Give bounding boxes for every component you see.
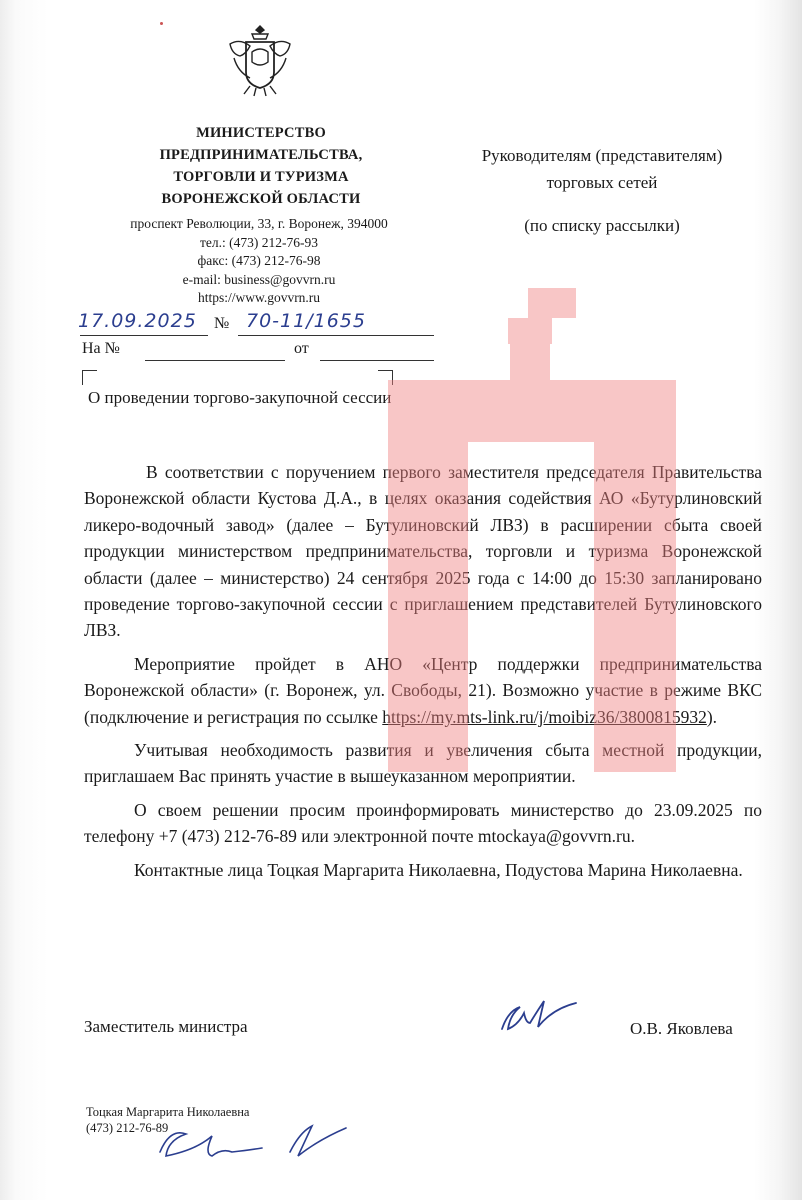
website-text: https://www.govvrn.ru <box>197 290 321 305</box>
reply-number-label: На № <box>82 340 120 357</box>
signatory-title: Заместитель министра <box>84 1017 248 1036</box>
addressee-line2: торговых сетей <box>546 173 658 192</box>
address-text: проспект Революции, 33, г. Воронеж, 394000 <box>130 216 388 231</box>
letter-body <box>84 459 762 890</box>
handwritten-date: 17.09.2025 <box>78 310 197 332</box>
fax-text: факс: (473) 212-76-98 <box>197 253 321 268</box>
number-underline <box>238 335 434 336</box>
ministry-name: МИНИСТЕРСТВО ПРЕДПРИНИМАТЕЛЬСТВА, ТОРГОВЛИ И ТУРИЗМА ВОРОНЕЖСКОЙ ОБЛАСТИ <box>159 125 363 207</box>
coat-of-arms-emblem <box>222 22 298 98</box>
subject-bracket-left <box>82 370 97 385</box>
date-underline <box>80 335 208 336</box>
body-paragraph-2-end: ). <box>706 706 718 727</box>
paper-speck <box>160 22 163 25</box>
signatory-name: О.В. Яковлева <box>630 1019 733 1038</box>
ministry-contacts <box>100 215 418 308</box>
number-label: № <box>214 315 230 332</box>
handwritten-number: 70-11/1655 <box>246 310 366 332</box>
phone-text: тел.: (473) 212-76-93 <box>200 234 318 250</box>
body-paragraph-5: Контактные лица Тоцкая Маргарита Николаевна, Подустова Марина Николаевна. <box>134 859 743 880</box>
executor-name: Тоцкая Маргарита Николаевна <box>86 1105 250 1119</box>
body-paragraph-2-text: Мероприятие пройдет в АНО «Центр поддержки предпринимательства Воронежской области» (г. Воронеж, ул. Свободы, 21). Возможно участие в режиме ВКС (подключение и регистрация по ссылке <box>84 653 762 727</box>
reply-date-underline <box>320 360 434 361</box>
registration-link[interactable]: https://my.mts-link.ru/j/moibiz36/3800815932 <box>382 706 707 727</box>
reply-number-underline <box>145 360 285 361</box>
subject-bracket-right <box>378 370 393 385</box>
executor-phone: (473) 212-76-89 <box>86 1121 169 1135</box>
body-paragraph-4: О своем решении просим проинформировать министерство до 23.09.2025 по телефону +7 (473) 212-76-89 или электронной почте mtockaya@govvrn.ru. <box>84 799 762 847</box>
reply-from-label: от <box>294 340 309 357</box>
addressee-block <box>442 142 762 239</box>
addressee-line3: (по списку рассылки) <box>524 216 680 235</box>
body-paragraph-3: Учитывая необходимость развития и увеличения сбыта местной продукции, приглашаем Вас принять участие в вышеуказанном мероприятии. <box>84 740 762 787</box>
subject-line: О проведении торгово-закупочной сессии <box>88 388 392 407</box>
addressee-line1: Руководителям (представителям) <box>481 146 723 165</box>
body-paragraph-1: В соответствии с поручением первого заместителя председателя Правительства Воронежской области Кустова Д.А., в целях оказания содействия АО «Бутурлиновский ликеро-водочный завод» (далее – Бутулиновский ЛВЗ) в расширении сбыта своей продукции министерством предпринимательства, торговли и туризма Воронежской области (далее – министерство) 24 сентября 2025 года с 14:00 до 15:30 запланировано проведение торгово-закупочной сессии с приглашением представителей Бутулиновского ЛВЗ. <box>84 462 762 641</box>
email-text: e-mail: business@govvrn.ru <box>182 271 336 287</box>
body-paragraph-2 <box>84 651 762 730</box>
executor-signature <box>150 1112 370 1167</box>
handwritten-signature <box>494 995 604 1040</box>
